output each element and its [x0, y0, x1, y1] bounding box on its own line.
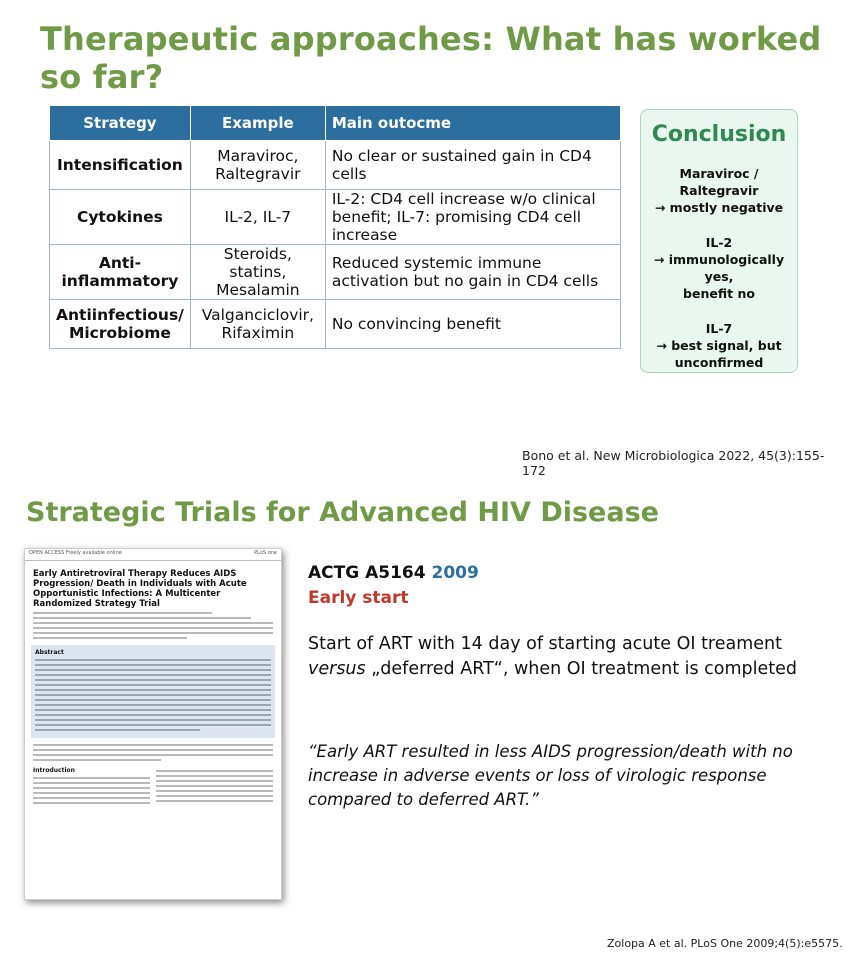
conclusion-text: → best signal, but — [656, 338, 782, 353]
intro-label: Introduction — [33, 767, 75, 774]
table-row — [50, 300, 621, 349]
outcome-cell: No convincing benefit — [325, 300, 620, 349]
strategy-cell: Intensification — [50, 141, 191, 190]
paper-abstract — [31, 645, 275, 738]
trial-subtitle: Early start — [308, 588, 409, 608]
conclusion-text: benefit no — [683, 286, 755, 301]
table-row — [50, 190, 621, 245]
conclusion-text: IL-7 — [705, 321, 733, 336]
trial-description — [308, 632, 828, 682]
conclusion-text: unconfirmed — [674, 355, 764, 370]
conclusion-text: → immunologically yes, — [653, 252, 785, 284]
strategy-cell: Anti-inflammatory — [50, 245, 191, 300]
trial-quote: “Early ART resulted in less AIDS progression/death with no increase in adverse events or loss of virologic response compared to deferred ART.” — [308, 742, 793, 809]
conclusion-text: Maraviroc / Raltegravir — [679, 166, 759, 198]
table-header-strategy: Strategy — [50, 106, 191, 141]
conclusion-item-il2 — [641, 234, 797, 302]
trial-id: ACTG A5164 — [308, 563, 426, 583]
trial-name — [308, 563, 479, 583]
paper-thumbnail — [24, 548, 282, 900]
table-header-outcome: Main outocme — [325, 106, 620, 141]
outcome-cell: Reduced systemic immune activation but no gain in CD4 cells — [325, 245, 620, 300]
abstract-label: Abstract — [35, 649, 64, 656]
example-cell: IL-2, IL-7 — [190, 190, 325, 245]
table-header-example: Example — [190, 106, 325, 141]
outcome-cell: IL-2: CD4 cell increase w/o clinical benefit; IL-7: promising CD4 cell increase — [325, 190, 620, 245]
desc-part1: Start of ART with 14 day of starting acute OI treament — [308, 634, 782, 654]
conclusion-text: IL-2 — [705, 235, 733, 250]
strategy-table — [49, 105, 621, 349]
paper-journal-logo: PLoS one — [254, 550, 277, 556]
example-cell: Valganciclovir, Rifaximin — [190, 300, 325, 349]
reference-citation-2: Zolopa A et al. PLoS One 2009;4(5):e5575. — [607, 937, 843, 950]
trial-year: 2009 — [431, 563, 479, 583]
conclusion-heading: Conclusion — [651, 122, 787, 147]
conclusion-text: → mostly negative — [654, 200, 784, 215]
outcome-cell: No clear or sustained gain in CD4 cells — [325, 141, 620, 190]
conclusion-item-il7 — [641, 320, 797, 371]
table-row — [50, 245, 621, 300]
paper-body — [33, 767, 273, 807]
section-title: Strategic Trials for Advanced HIV Disease — [26, 497, 659, 528]
desc-part2: „deferred ART“, when OI treatment is completed — [365, 659, 798, 679]
strategy-cell: Cytokines — [50, 190, 191, 245]
desc-versus: versus — [308, 659, 366, 679]
table-row — [50, 141, 621, 190]
paper-title: Early Antiretroviral Therapy Reduces AIDS Progression/ Death in Individuals with Acute Opportunistic Infections: A Multicenter Randomized Strategy Trial — [33, 569, 247, 609]
conclusion-item-maraviroc — [641, 165, 797, 216]
paper-header-left: OPEN ACCESS Freely available online — [29, 550, 122, 556]
conclusion-box — [640, 109, 798, 373]
slide-title: Therapeutic approaches: What has worked so far? — [40, 20, 822, 96]
paper-header — [25, 549, 281, 561]
example-cell: Steroids, statins, Mesalamin — [190, 245, 325, 300]
example-cell: Maraviroc, Raltegravir — [190, 141, 325, 190]
reference-citation: Bono et al. New Microbiologica 2022, 45(3):155-172 — [522, 448, 825, 478]
strategy-cell: Antiinfectious/ Microbiome — [50, 300, 191, 349]
